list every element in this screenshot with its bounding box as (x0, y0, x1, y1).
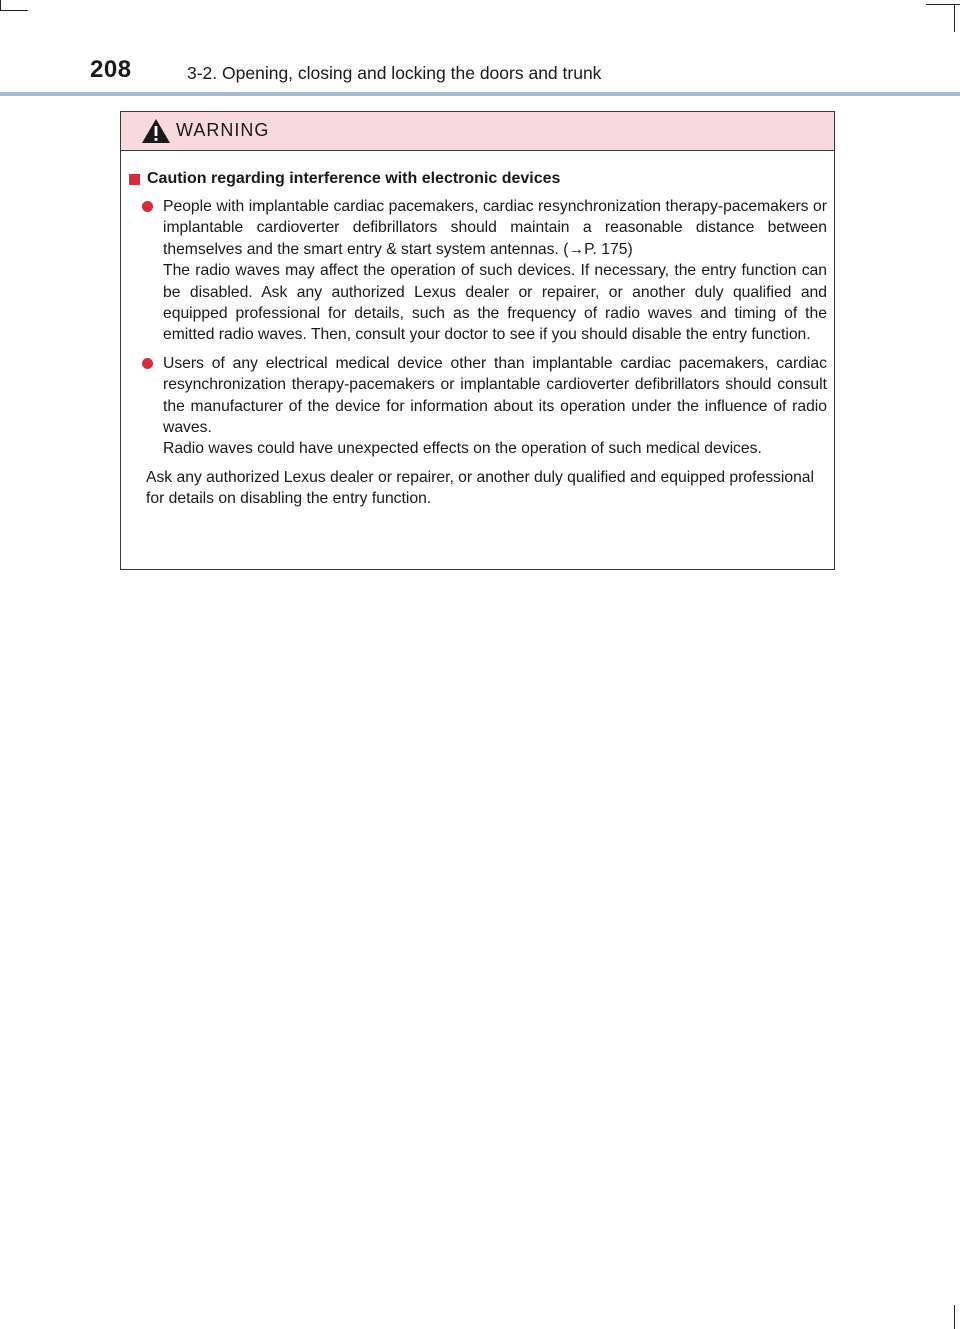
crop-mark (0, 10, 28, 11)
circle-bullet-icon (142, 358, 153, 369)
warning-closing-text: Ask any authorized Lexus dealer or repairer, or another duly qualified and equipped professional for details on disabling the entry function. (146, 468, 815, 508)
crop-mark (954, 1305, 955, 1329)
list-item (163, 196, 827, 346)
list-item (163, 353, 827, 460)
warning-body (121, 168, 834, 510)
page-header (0, 54, 960, 96)
list-item-paragraph: The radio waves may affect the operation of such devices. If necessary, the entry function can be disabled. Ask any authorized Lexus dealer or repairer, or another duly qualified and equipped professional for details, such as the frequency of radio waves and timing of the emitted radio waves. Then, consult your doctor to see if you should disable the entry function. (163, 262, 827, 344)
list-item-paragraph: Users of any electrical medical device other than implantable cardiac pacemakers, cardiac resynchronization therapy-pacemakers or implantable cardioverter defibrillators should consult the manufacturer of the device for information about its operation under the influence of radio waves. (163, 354, 827, 437)
warning-topic-text: Caution regarding interference with electronic devices (147, 170, 561, 187)
section-title: 3-2. Opening, closing and locking the doors and trunk (187, 63, 602, 83)
crop-mark (954, 4, 955, 32)
crop-mark (0, 0, 1, 10)
page-number: 208 (90, 56, 132, 83)
warning-title: WARNING (176, 120, 270, 140)
warning-box (120, 111, 835, 570)
warning-topic (129, 168, 834, 190)
warning-triangle-icon (141, 118, 171, 144)
circle-bullet-icon (142, 201, 153, 212)
list-item-paragraph: Radio waves could have unexpected effects on the operation of such medical devices. (163, 440, 762, 458)
square-bullet-icon (129, 174, 140, 185)
list-item-paragraph: People with implantable cardiac pacemakers, cardiac resynchronization therapy-pacemakers or implantable cardioverter defibrillators should maintain a reasonable distance between themselves and the smart entry & start system antennas. (→P. 175) (163, 198, 827, 258)
warning-header (121, 112, 834, 151)
header-rule (0, 92, 960, 96)
